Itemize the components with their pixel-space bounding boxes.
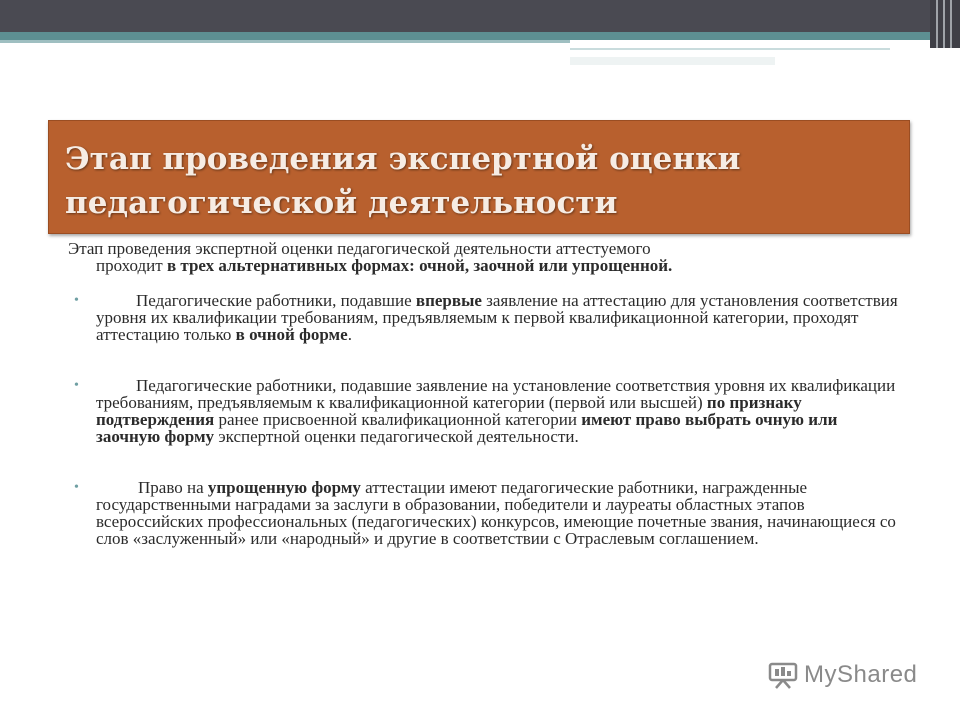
bullet-1-bold-2: в очной форме — [235, 325, 348, 344]
bullet-item-1 — [68, 292, 898, 343]
top-bar — [0, 0, 960, 32]
bullet-1-text-1: Педагогические работники, подавшие — [136, 291, 416, 310]
intro-paragraph — [68, 240, 898, 274]
title-line-1: Этап проведения экспертной оценки — [65, 141, 741, 177]
corner-panel — [930, 0, 960, 48]
decor-vline — [950, 0, 952, 48]
watermark — [768, 658, 917, 692]
bullet-3-text-2: аттестации имеют педагогические работники, награжденные государственными наградами за заслуги в образовании, победители и лауреаты областных этапов всероссийских профессиональных (педагогических) конкурсов, имеющие почетные звания, начинающиеся со слов «заслуженный» или «народный» и другие в соответствии с Отраслевым соглашением. — [96, 478, 896, 548]
bullet-item-2 — [68, 377, 898, 445]
bullet-2-text-1: Педагогические работники, подавшие заявление на установление соответствия уровня их квалификации требованиям, предъявляемым к квалификационной категории (первой или высшей) — [96, 376, 896, 412]
decor-line — [570, 57, 775, 65]
bullet-1-text-3: . — [347, 325, 352, 344]
watermark-text: MyShared — [804, 661, 918, 688]
bullet-2-bold-2: имеют право выбрать очную или заочную форму — [96, 410, 838, 446]
accent-stripe — [0, 32, 960, 40]
bullet-item-3 — [68, 479, 898, 547]
bullet-icon: • — [74, 480, 79, 495]
slide-title-box — [48, 120, 910, 234]
bullet-2-bold-1: по признаку подтверждения — [96, 393, 802, 429]
intro-bold-1: в трех альтернативных формах: очной, заочной или упрощенной. — [166, 256, 673, 275]
presentation-board-icon — [768, 661, 798, 689]
bullet-1-text-2: заявление на аттестацию для установления соответствия уровня их квалификации требованиям, предъявляемым к первой квалификационной категории, проходят аттестацию только — [96, 291, 898, 344]
intro-text-2: проходит — [96, 256, 167, 275]
bullet-2-text-2: ранее присвоенной квалификационной категории — [214, 410, 582, 429]
slide-body — [68, 240, 898, 547]
bullet-3-text-1: Право на — [138, 478, 208, 497]
title-line-2: педагогической деятельности — [65, 185, 618, 221]
intro-text-1: Этап проведения экспертной оценки педагогической деятельности аттестуемого — [68, 239, 651, 258]
bullet-icon: • — [74, 293, 79, 308]
accent-stripe-light — [0, 40, 570, 43]
decor-line — [570, 48, 890, 50]
slide-title — [65, 137, 909, 225]
bullet-1-bold-1: впервые — [415, 291, 482, 310]
decor-vline — [943, 0, 945, 48]
bullet-3-bold-1: упрощенную форму — [207, 478, 361, 497]
bullet-2-text-3: экспертной оценки педагогической деятельности. — [214, 427, 579, 446]
bullet-icon: • — [74, 378, 79, 393]
decor-vline — [936, 0, 938, 48]
